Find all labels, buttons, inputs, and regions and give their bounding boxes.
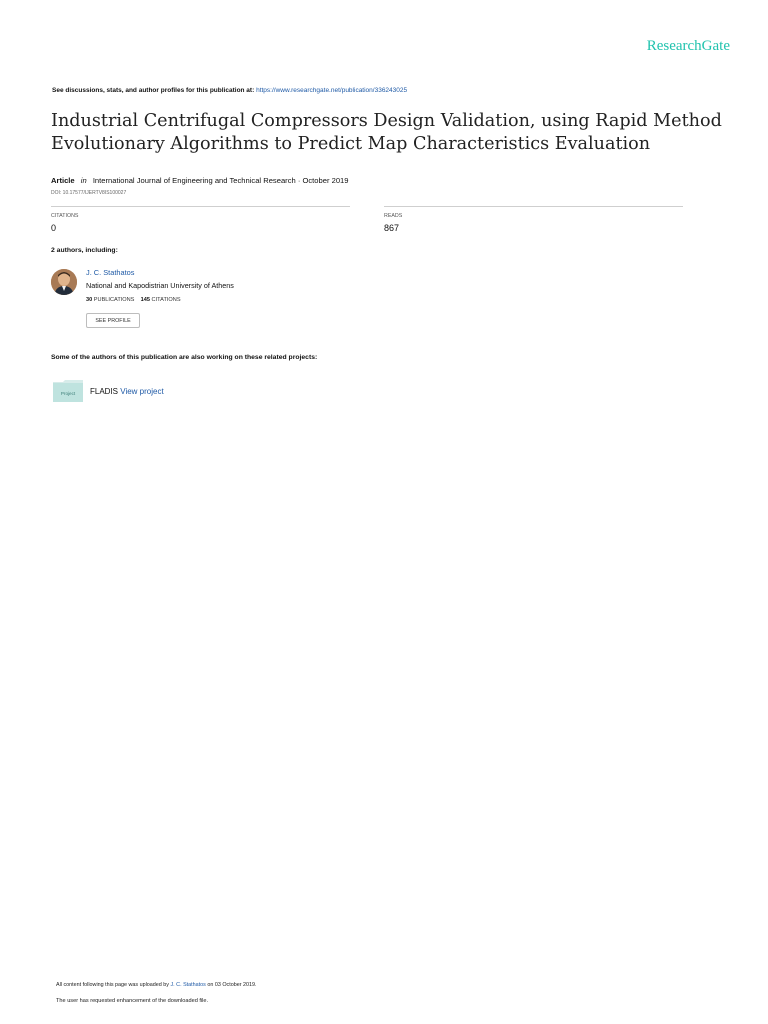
uploader-link[interactable]: J. C. Stathatos: [170, 982, 206, 988]
upload-suffix: on 03 October 2019.: [207, 982, 257, 988]
see-profile-button[interactable]: SEE PROFILE: [86, 313, 140, 328]
author-citations-label: CITATIONS: [151, 297, 181, 303]
author-institution: National and Kapodistrian University of Athens: [86, 281, 234, 290]
publications-count: 30: [86, 297, 93, 303]
authors-heading: 2 authors, including:: [51, 247, 118, 254]
related-projects-heading: Some of the authors of this publication are also working on these related projects:: [51, 354, 318, 361]
project-name: FLADIS: [90, 387, 119, 396]
title-line-1: Industrial Centrifugal Compressors Design Validation, using Rapid Method: [51, 111, 722, 131]
author-citations-count: 145: [140, 297, 150, 303]
reads-value: 867: [384, 223, 400, 233]
discussion-text: See discussions, stats, and author profiles for this publication at:: [52, 87, 255, 94]
paper-title: [51, 110, 731, 155]
article-type: Article: [51, 176, 75, 185]
citations-divider: [51, 206, 350, 207]
reads-label: READS: [384, 213, 403, 219]
publications-label: PUBLICATIONS: [93, 297, 135, 303]
project-item: [90, 387, 164, 396]
citations-label: CITATIONS: [51, 213, 79, 219]
author-photo-icon: [51, 269, 77, 295]
researchgate-logo[interactable]: ResearchGate: [646, 38, 730, 54]
enhancement-note: The user has requested enhancement of the downloaded file.: [56, 998, 209, 1004]
project-folder-icon[interactable]: [53, 380, 83, 402]
discussion-banner: [52, 87, 407, 94]
upload-note: [56, 982, 257, 988]
journal-date[interactable]: International Journal of Engineering and Technical Research · October 2019: [92, 176, 349, 185]
doi[interactable]: DOI: 10.17577/IJERTV8IS100027: [51, 190, 127, 196]
title-line-2: Evolutionary Algorithms to Predict Map Characteristics Evaluation: [51, 133, 651, 154]
author-name[interactable]: J. C. Stathatos: [86, 268, 135, 277]
avatar[interactable]: [51, 269, 77, 295]
reads-divider: [384, 206, 683, 207]
author-stats: [86, 297, 181, 303]
project-icon-label: Project: [60, 391, 76, 396]
in-word: in: [80, 176, 87, 185]
article-meta: [51, 176, 349, 185]
view-project-link[interactable]: View project: [120, 387, 164, 396]
upload-prefix: All content following this page was uploaded by: [56, 982, 169, 988]
citations-value: 0: [51, 223, 57, 233]
publication-link[interactable]: https://www.researchgate.net/publication/336243025: [256, 87, 408, 94]
